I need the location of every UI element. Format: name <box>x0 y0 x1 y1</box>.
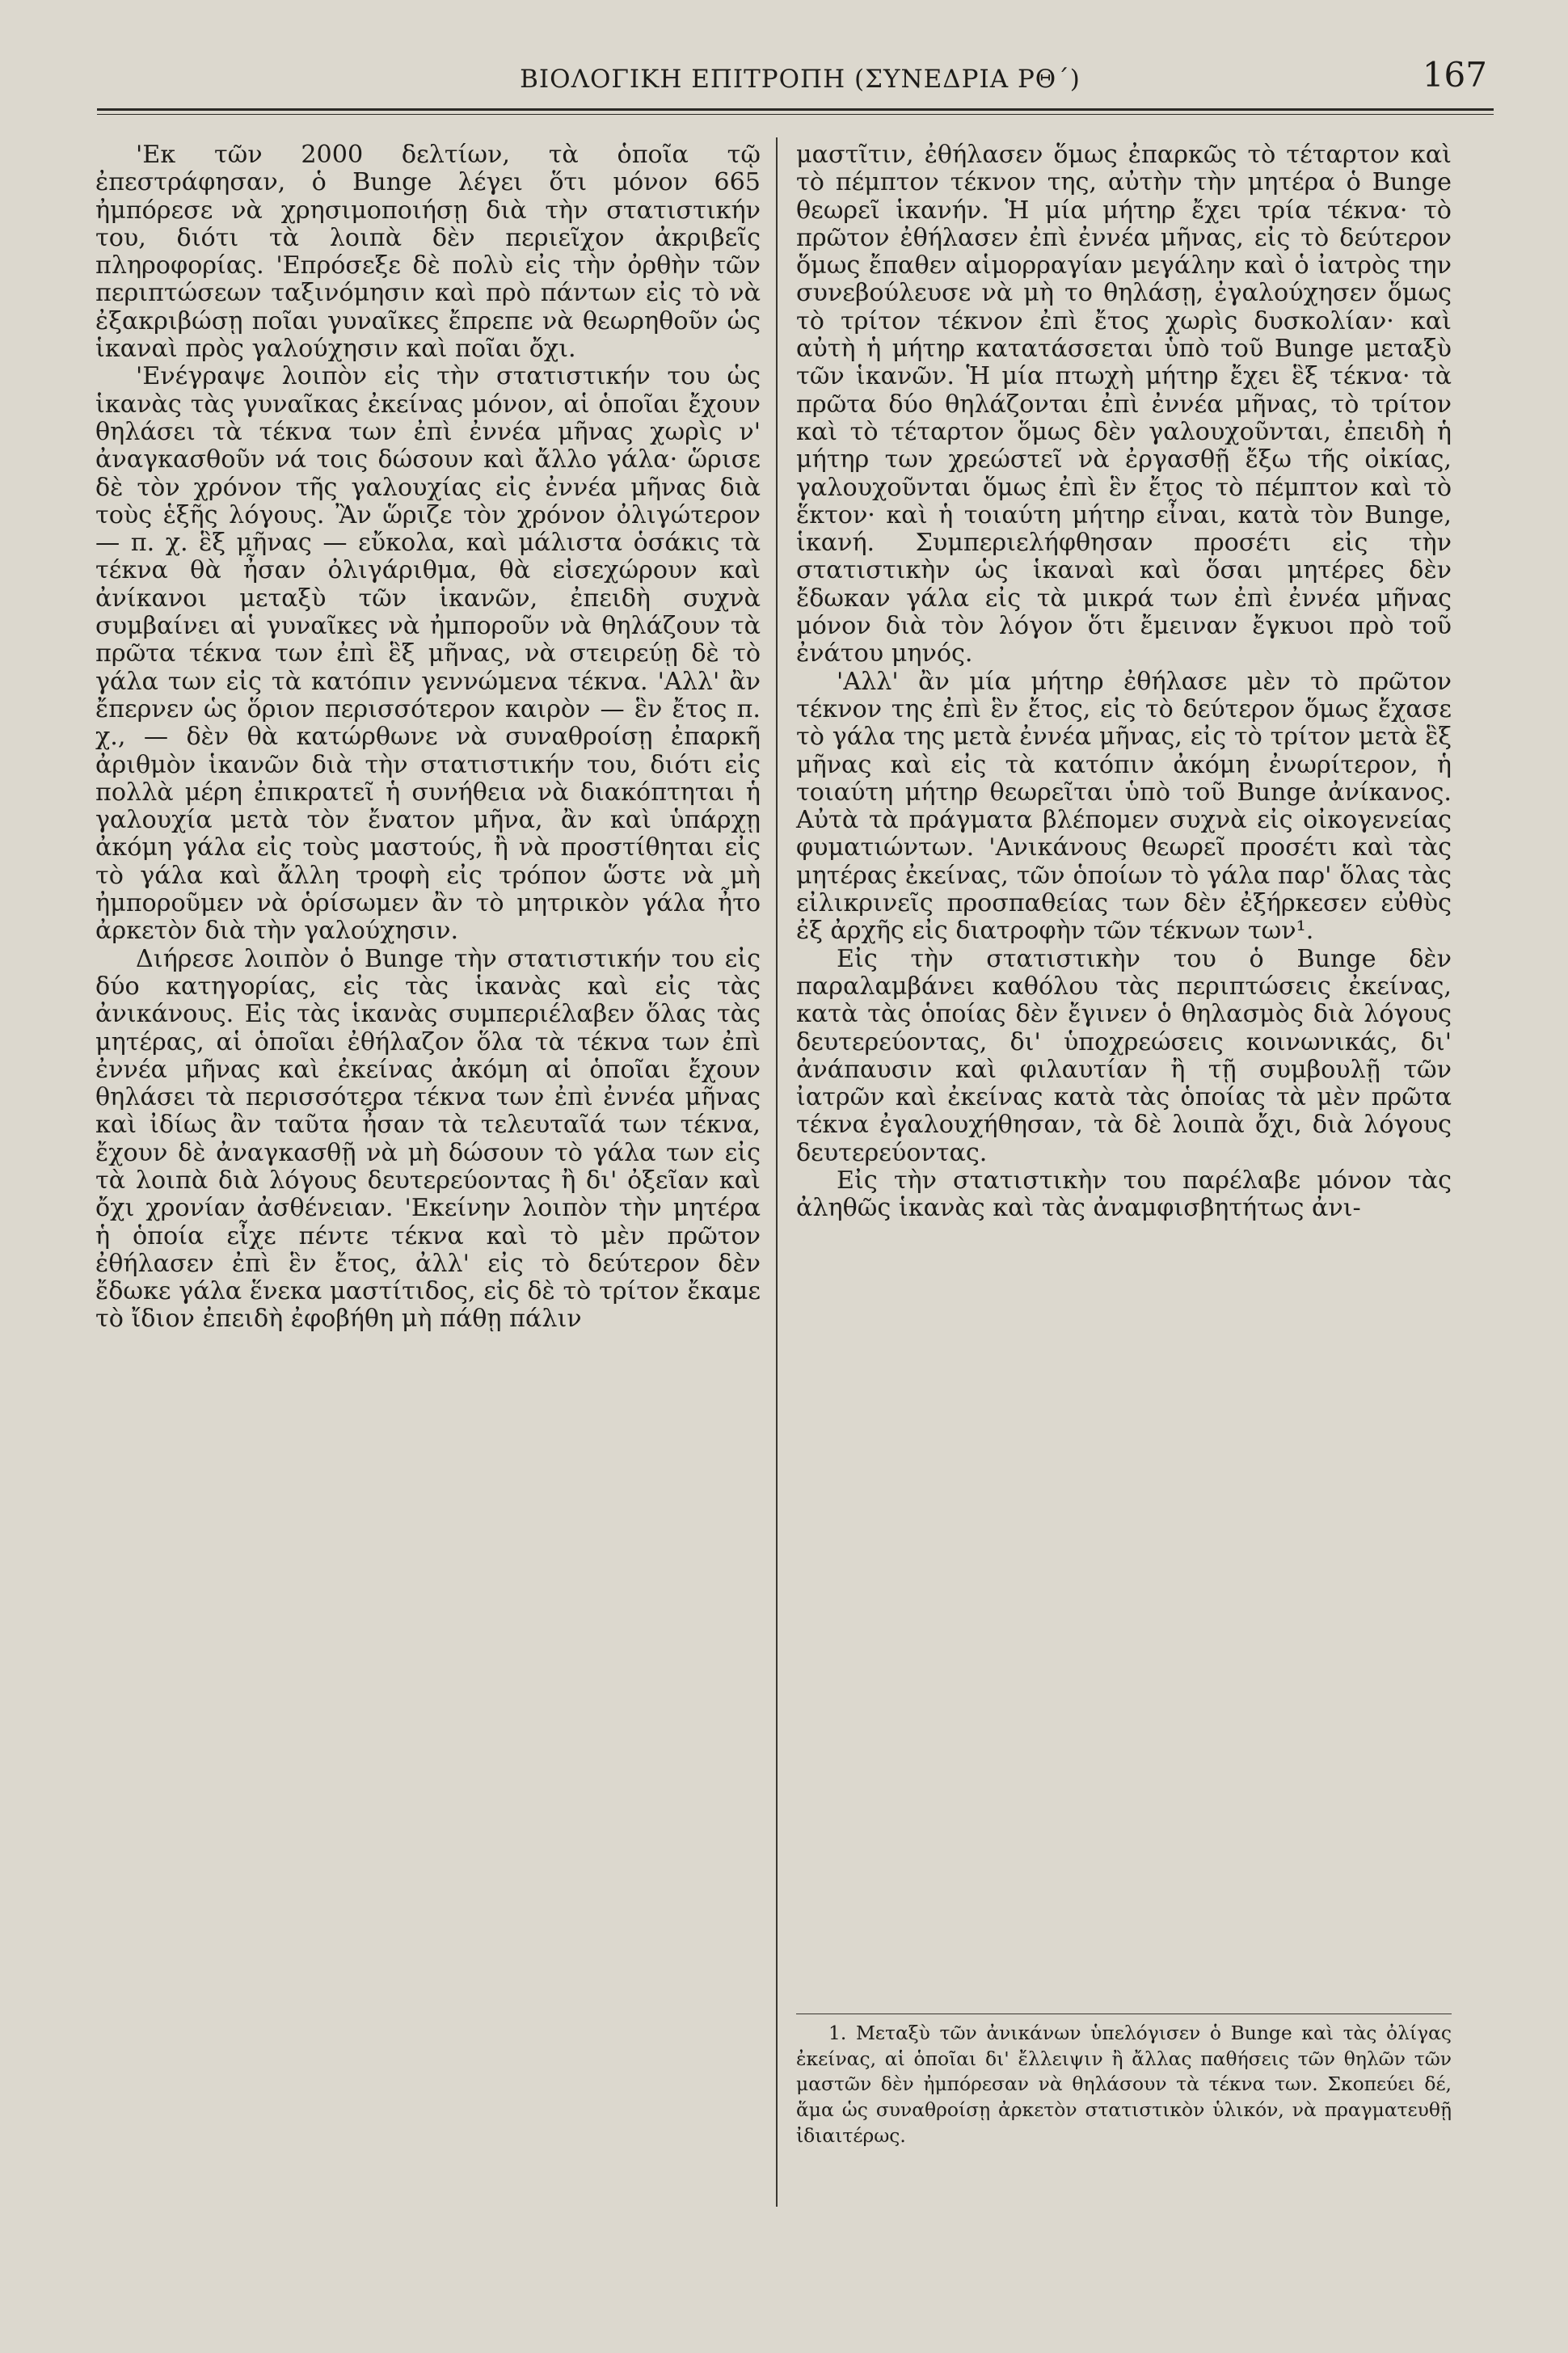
page-number: 167 <box>1422 55 1487 95</box>
left-column <box>95 141 761 1334</box>
footnote-text: 1. Μεταξὺ τῶν ἀνικάνων ὑπελόγισεν ὁ Bunge καὶ τὰς ὀλίγας ἐκείνας, αἱ ὁποῖαι δι' ἔλλειψιν ἢ ἄλλας παθήσεις τῶν θηλῶν τῶν μαστῶν δὲν ἠμπόρεσαν νὰ θηλάσουν τὰ τέκνα των. Σκοπεύει δέ, ἅμα ὡς συναθροίσῃ ἀρκετὸν στατιστικὸν ὑλικόν, νὰ πραγματευθῇ ἰδιαιτέρως. <box>796 2022 1452 2147</box>
paragraph: Διήρεσε λοιπὸν ὁ Bunge τὴν στατιστικήν του εἰς δύο κατηγορίας, εἰς τὰς ἱκανὰς καὶ εἰς τὰς ἀνικάνους. Εἰς τὰς ἱκανὰς συμπεριέλαβεν ὅλας τὰς μητέρας, αἱ ὁποῖαι ἐθήλαζον ὅλα τὰ τέκνα των ἐπὶ ἐννέα μῆνας καὶ ἐκείνας ἀκόμη αἱ ὁποῖαι ἔχουν θηλάσει τὰ περισσότερα τέκνα των ἐπὶ ἐννέα μῆνας καὶ ἰδίως ἂν ταῦτα ἦσαν τὰ τελευταῖά των τέκνα, ἔχουν δὲ ἀναγκασθῇ νὰ μὴ δώσουν τὸ γάλα των εἰς τὰ λοιπὰ διὰ λόγους δευτερεύοντας ἢ δι' ὀξεῖαν καὶ ὄχι χρονίαν ἀσθένειαν. 'Εκείνην λοιπὸν τὴν μητέρα ἡ ὁποία εἶχε πέντε τέκνα καὶ τὸ μὲν πρῶτον ἐθήλασεν ἐπὶ ἓν ἔτος, ἀλλ' εἰς τὸ δεύτερον δὲν ἔδωκε γάλα ἕνεκα μαστίτιδος, εἰς δὲ τὸ τρίτον ἔκαμε τὸ ἴδιον ἐπειδὴ ἐφοβήθη μὴ πάθῃ πάλιν <box>95 944 761 1334</box>
header-rule <box>97 108 1494 111</box>
column-divider <box>776 137 778 2207</box>
paragraph: Εἰς τὴν στατιστικὴν του ὁ Bunge δὲν παραλαμβάνει καθόλου τὰς περιπτώσεις ἐκείνας, κατὰ τὰς ὁποίας δὲν ἔγινεν ὁ θηλασμὸς διὰ λόγους δευτερεύοντας, δι' ὑποχρεώσεις κοινωνικάς, δι' ἀνάπαυσιν καὶ φιλαυτίαν ἢ τῇ συμβουλῇ τῶν ἰατρῶν καὶ ἐκείνας κατὰ τὰς ὁποίας τὰ μὲν πρῶτα τέκνα ἐγαλουχήθησαν, τὰ δὲ λοιπὰ ὄχι, διὰ λόγους δευτερεύοντας. <box>796 944 1452 1167</box>
paragraph: μαστῖτιν, ἐθήλασεν ὅμως ἐπαρκῶς τὸ τέταρτον καὶ τὸ πέμπτον τέκνον της, αὐτὴν τὴν μητέρα ὁ Bunge θεωρεῖ ἱκανήν. Ἡ μία μήτηρ ἔχει τρία τέκνα· τὸ πρῶτον ἐθήλασεν ἐπὶ ἐννέα μῆνας, εἰς τὸ δεύτερον ὅμως ἔπαθεν αἱμορραγίαν μεγάλην καὶ ὁ ἰατρὸς την συνεβούλευσε νὰ μὴ το θηλάσῃ, ἐγαλούχησεν ὅμως τὸ τρίτον τέκνον ἐπὶ ἔτος χωρὶς δυσκολίαν· καὶ αὐτὴ ἡ μήτηρ κατατάσσεται ὑπὸ τοῦ Bunge μεταξὺ τῶν ἱκανῶν. Ἡ μία πτωχὴ μήτηρ ἔχει ἓξ τέκνα· τὰ πρῶτα δύο θηλάζονται ἐπὶ ἐννέα μῆνας, τὸ τρίτον καὶ τὸ τέταρτον ὅμως δὲν γαλουχοῦνται, ἐπειδὴ ἡ μήτηρ των χρεώστεῖ νὰ ἐργασθῇ ἔξω τῆς οἰκίας, γαλουχοῦνται ὅμως ἐπὶ ἓν ἔτος τὸ πέμπτον καὶ τὸ ἕκτον· καὶ ἡ τοιαύτη μήτηρ εἶναι, κατὰ τὸν Bunge, ἱκανή. Συμπεριελήφθησαν προσέτι εἰς τὴν στατιστικὴν ὡς ἱκαναὶ καὶ ὅσαι μητέρες δὲν ἔδωκαν γάλα εἰς τὰ μικρά των ἐπὶ ἐννέα μῆνας μόνον διὰ τὸν λόγον ὅτι ἔμειναν ἔγκυοι πρὸ τοῦ ἐνάτου μηνός. <box>796 141 1452 668</box>
paragraph: 'Αλλ' ἂν μία μήτηρ ἐθήλασε μὲν τὸ πρῶτον τέκνον της ἐπὶ ἓν ἔτος, εἰς τὸ δεύτερον ὅμως ἔχασε τὸ γάλα της μετὰ ἐννέα μῆνας, εἰς τὸ τρίτον μετὰ ἓξ μῆνας καὶ εἰς τὰ κατόπιν ἀκόμη ἐνωρίτερον, ἡ τοιαύτη μήτηρ θεωρεῖται ὑπὸ τοῦ Bunge ἀνίκανος. Αὐτὰ τὰ πράγματα βλέπομεν συχνὰ εἰς οἰκογενείας φυματιώντων. 'Ανικάνους θεωρεῖ προσέτι καὶ τὰς μητέρας ἐκείνας, τῶν ὁποίων τὸ γάλα παρ' ὅλας τὰς εἰλικρινεῖς προσπαθείας των δὲν ἐξήρκεσεν εὐθὺς ἐξ ἀρχῆς εἰς διατροφὴν τῶν τέκνων των¹. <box>796 667 1452 946</box>
paragraph: 'Εκ τῶν 2000 δελτίων, τὰ ὁποῖα τῷ ἐπεστράφησαν, ὁ Bunge λέγει ὅτι μόνον 665 ἠμπόρεσε νὰ χρησιμοποιήσῃ διὰ τὴν στατιστικήν του, διότι τὰ λοιπὰ δὲν περιεῖχον ἀκριβεῖς πληροφορίας. 'Επρόσεξε δὲ πολὺ εἰς τὴν ὀρθὴν τῶν περιπτώσεων ταξινόμησιν καὶ πρὸ πάντων εἰς τὸ νὰ ἐξακριβώσῃ ποῖαι γυναῖκες ἔπρεπε νὰ θεωρηθοῦν ὡς ἱκαναὶ πρὸς γαλούχησιν καὶ ποῖαι ὄχι. <box>95 141 761 364</box>
paragraph: Εἰς τὴν στατιστικὴν του παρέλαβε μόνον τὰς ἀληθῶς ἱκανὰς καὶ τὰς ἀναμφισβητήτως ἀνι- <box>796 1166 1452 1223</box>
header-rule-thin <box>97 114 1494 115</box>
right-column <box>796 141 1452 1223</box>
paragraph: 'Ενέγραψε λοιπὸν εἰς τὴν στατιστικήν του ὡς ἱκανὰς τὰς γυναῖκας ἐκείνας μόνον, αἱ ὁποῖαι ἔχουν θηλάσει τὰ τέκνα των ἐπὶ ἐννέα μῆνας χωρὶς ν' ἀναγκασθοῦν νά τοις δώσουν καὶ ἄλλο γάλα· ὥρισε δὲ τὸν χρόνον τῆς γαλουχίας εἰς ἐννέα μῆνας διὰ τοὺς ἑξῆς λόγους. Ἂν ὥριζε τὸν χρόνον ὀλιγώτερον — π. χ. ἓξ μῆνας — εὔκολα, καὶ μάλιστα ὁσάκις τὰ τέκνα θὰ ἦσαν ὀλιγάριθμα, θὰ εἰσεχώρουν καὶ ἀνίκανοι μεταξὺ τῶν ἱκανῶν, ἐπειδὴ συχνὰ συμβαίνει αἱ γυναῖκες νὰ ἠμποροῦν νὰ θηλάζουν τὰ πρῶτα τέκνα των ἐπὶ ἓξ μῆνας, νὰ στειρεύῃ δὲ τὸ γάλα των εἰς τὰ κατόπιν γεννώμενα τέκνα. 'Αλλ' ἂν ἔπερνεν ὡς ὅριον περισσότερον καιρὸν — ἓν ἔτος π. χ., — δὲν θὰ κατώρθωνε νὰ συναθροίσῃ ἐπαρκῆ ἀριθμὸν ἱκανῶν διὰ τὴν στατιστικήν του, διότι εἰς πολλὰ μέρη ἐπικρατεῖ ἡ συνήθεια νὰ διακόπτηται ἡ γαλουχία μετὰ τὸν ἔνατον μῆνα, ἂν καὶ ὑπάρχῃ ἀκόμη γάλα εἰς τοὺς μαστούς, ἢ νὰ προστίθηται εἰς τὸ γάλα καὶ ἄλλη τροφὴ εἰς τρόπον ὥστε νὰ μὴ ἠμποροῦμεν νὰ ὁρίσωμεν ἂν τὸ μητρικὸν γάλα ἦτο ἀρκετὸν διὰ τὴν γαλούχησιν. <box>95 362 761 946</box>
footnote <box>796 2021 1452 2149</box>
running-title: ΒΙΟΛΟΓΙΚΗ ΕΠΙΤΡΟΠΗ (ΣΥΝΕΔΡΙΑ ΡΘ΄) <box>520 65 1081 94</box>
running-head <box>105 55 1495 103</box>
